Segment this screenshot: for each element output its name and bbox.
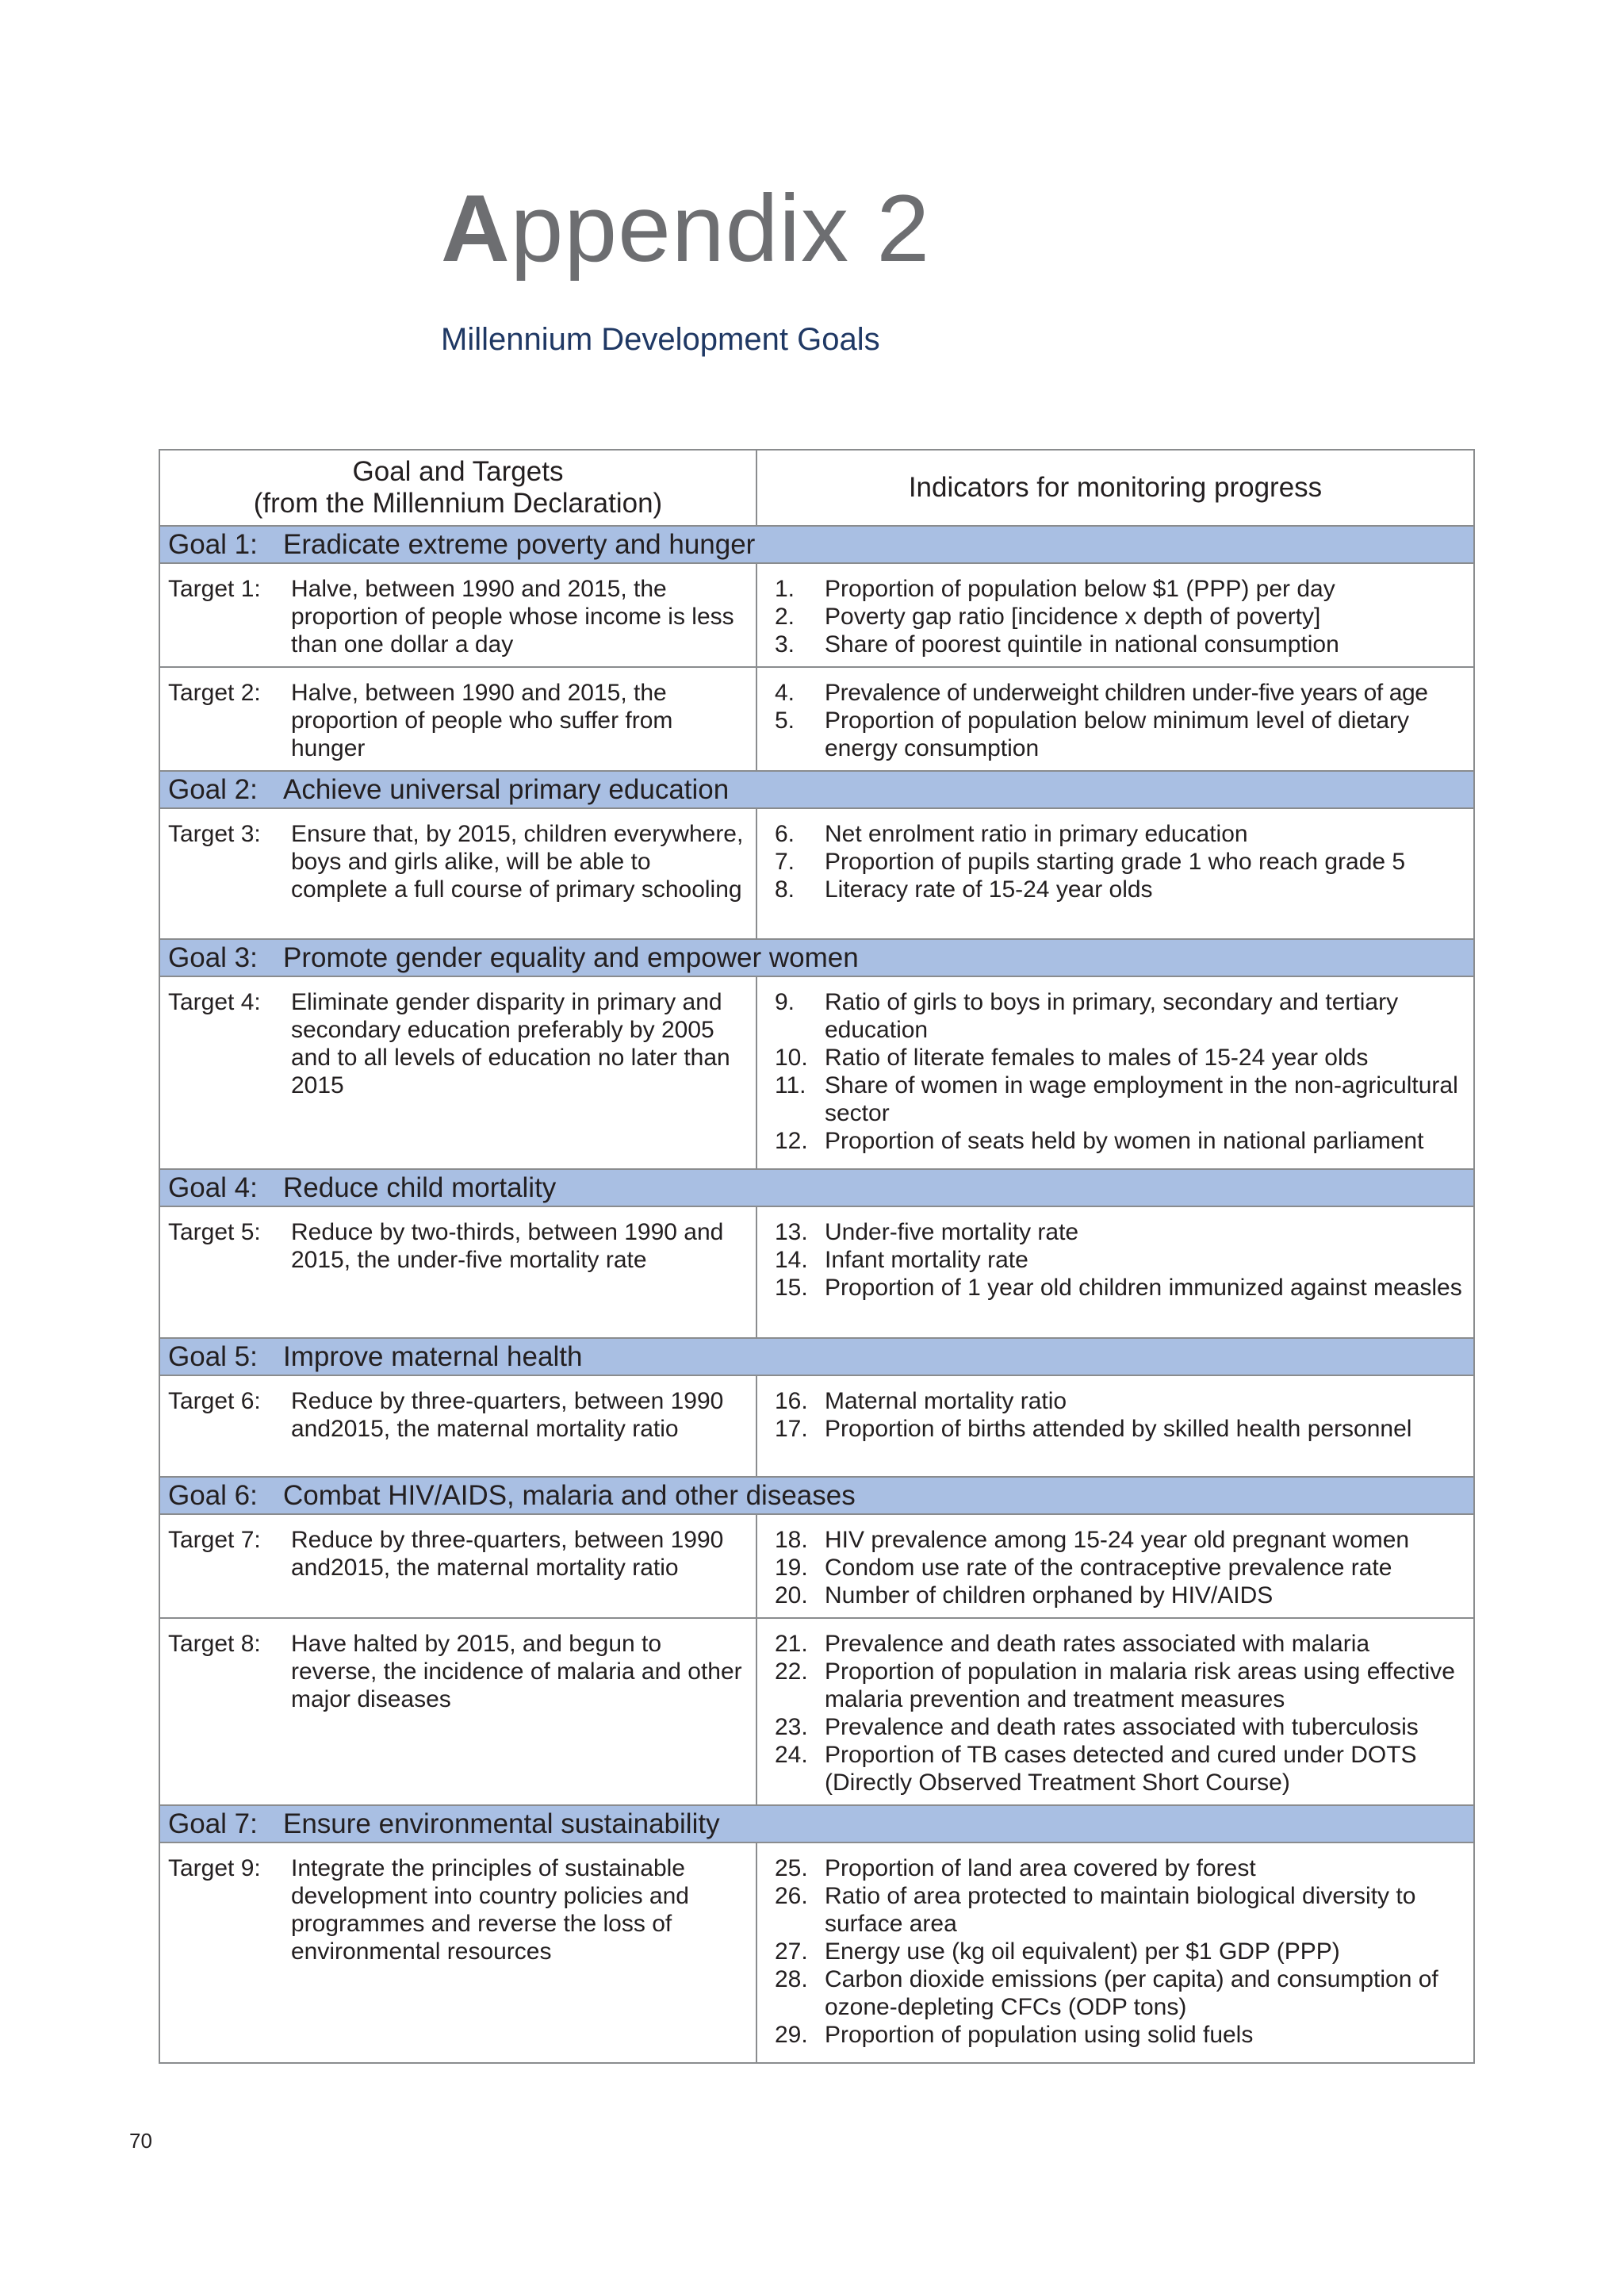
- indicator-number: 8.: [775, 876, 795, 903]
- indicator-number: 24.: [775, 1742, 808, 1768]
- indicator-item: [775, 1882, 1473, 1938]
- title-initial: A: [441, 175, 511, 282]
- indicator-number: 7.: [775, 849, 795, 875]
- target-text: Reduce by three-quarters, between 1990 and2015, the maternal mortality ratio: [291, 1388, 724, 1442]
- goal-cell: [159, 526, 1474, 563]
- goal-cell: [159, 771, 1474, 808]
- indicator-number: 9.: [775, 989, 795, 1015]
- indicator-text: Ratio of literate females to males of 15-24 year olds: [825, 1045, 1369, 1071]
- target-text: Eliminate gender disparity in primary and secondary education preferably by 2005 and to all levels of education no later than 2015: [291, 989, 730, 1099]
- indicator-item: [775, 848, 1473, 876]
- goal-row: [159, 939, 1474, 976]
- goal-title: Achieve universal primary education: [283, 774, 730, 805]
- indicator-cell: [756, 976, 1474, 1169]
- target-text: Halve, between 1990 and 2015, the proportion of people whose income is less than one dollar a day: [291, 576, 734, 658]
- target-label: Target 8:: [168, 1631, 261, 1657]
- target-cell: [159, 1618, 756, 1805]
- indicator-text: Number of children orphaned by HIV/AIDS: [825, 1582, 1274, 1609]
- indicator-number: 16.: [775, 1388, 808, 1414]
- indicator-item: [775, 988, 1473, 1044]
- indicator-number: 29.: [775, 2022, 808, 2048]
- target-text: Halve, between 1990 and 2015, the proportion of people who suffer from hunger: [291, 680, 673, 761]
- indicator-text: Net enrolment ratio in primary education: [825, 821, 1248, 847]
- indicator-item: [775, 1965, 1473, 2021]
- indicator-text: Infant mortality rate: [825, 1247, 1028, 1273]
- indicator-item: [775, 1630, 1473, 1658]
- target-text: Integrate the principles of sustainable development into country policies and programmes and reverse the loss of environmental resources: [291, 1855, 689, 1965]
- goal-label: Goal 4:: [168, 1172, 258, 1203]
- indicator-cell: [756, 667, 1474, 771]
- indicator-number: 10.: [775, 1045, 808, 1071]
- indicator-text: Ratio of area protected to maintain biological diversity to surface area: [825, 1883, 1416, 1937]
- indicator-text: Proportion of seats held by women in national parliament: [825, 1128, 1424, 1154]
- target-row: [159, 563, 1474, 667]
- goal-cell: [159, 1805, 1474, 1842]
- indicator-number: 13.: [775, 1219, 808, 1245]
- indicator-cell: [756, 1206, 1474, 1338]
- target-cell: [159, 563, 756, 667]
- goal-label: Goal 1:: [168, 529, 258, 560]
- indicator-number: 19.: [775, 1555, 808, 1581]
- indicator-item: [775, 1044, 1473, 1072]
- indicator-number: 11.: [775, 1072, 806, 1099]
- target-label: Target 6:: [168, 1388, 261, 1414]
- target-row: [159, 808, 1474, 939]
- indicator-item: [775, 1554, 1473, 1582]
- goal-row: [159, 1805, 1474, 1842]
- target-cell: [159, 808, 756, 939]
- indicator-text: Proportion of population below minimum level of dietary energy consumption: [825, 707, 1410, 761]
- goal-row: [159, 1169, 1474, 1206]
- indicator-text: Literacy rate of 15-24 year olds: [825, 876, 1153, 903]
- indicator-text: Proportion of land area covered by forest: [825, 1855, 1256, 1881]
- indicator-text: Proportion of pupils starting grade 1 who reach grade 5: [825, 849, 1406, 875]
- indicator-item: [775, 575, 1473, 603]
- indicator-number: 17.: [775, 1416, 808, 1442]
- page-number: 70: [129, 2129, 152, 2153]
- target-cell: [159, 1375, 756, 1477]
- goal-label: Goal 5:: [168, 1341, 258, 1372]
- indicator-text: HIV prevalence among 15-24 year old pregnant women: [825, 1527, 1410, 1553]
- indicator-text: Proportion of 1 year old children immunized against measles: [825, 1275, 1462, 1301]
- page-subtitle: Millennium Development Goals: [441, 322, 880, 357]
- indicator-text: Prevalence and death rates associated with tuberculosis: [825, 1714, 1419, 1740]
- goal-row: [159, 526, 1474, 563]
- indicator-item: [775, 1741, 1473, 1796]
- target-label: Target 1:: [168, 576, 261, 602]
- indicator-text: Maternal mortality ratio: [825, 1388, 1067, 1414]
- goal-label: Goal 3:: [168, 942, 258, 973]
- indicator-number: 3.: [775, 631, 795, 658]
- goal-row: [159, 771, 1474, 808]
- goal-title: Eradicate extreme poverty and hunger: [283, 529, 756, 560]
- indicator-number: 25.: [775, 1855, 808, 1881]
- indicator-number: 6.: [775, 821, 795, 847]
- target-row: [159, 976, 1474, 1169]
- indicator-number: 23.: [775, 1714, 808, 1740]
- indicator-item: [775, 679, 1473, 707]
- header-goals-targets: [159, 450, 756, 526]
- indicator-number: 5.: [775, 707, 795, 734]
- indicator-number: 18.: [775, 1527, 808, 1553]
- indicator-item: [775, 1526, 1473, 1554]
- target-label: Target 9:: [168, 1855, 261, 1881]
- goal-cell: [159, 1338, 1474, 1375]
- indicator-number: 12.: [775, 1128, 808, 1154]
- target-label: Target 5:: [168, 1219, 261, 1245]
- indicator-item: [775, 1218, 1473, 1246]
- indicator-text: Proportion of population below $1 (PPP) per day: [825, 576, 1335, 602]
- indicator-item: [775, 1713, 1473, 1741]
- indicator-text: Prevalence and death rates associated with malaria: [825, 1631, 1370, 1657]
- target-row: [159, 1514, 1474, 1618]
- indicator-item: [775, 2021, 1473, 2049]
- target-text: Reduce by three-quarters, between 1990 and2015, the maternal mortality ratio: [291, 1527, 724, 1581]
- target-label: Target 7:: [168, 1527, 261, 1553]
- goal-cell: [159, 1169, 1474, 1206]
- target-row: [159, 1206, 1474, 1338]
- target-cell: [159, 1514, 756, 1618]
- header-left-line2: (from the Millennium Declaration): [253, 488, 663, 519]
- target-cell: [159, 976, 756, 1169]
- indicator-item: [775, 1274, 1473, 1302]
- indicator-item: [775, 876, 1473, 903]
- indicator-text: Proportion of births attended by skilled health personnel: [825, 1416, 1412, 1442]
- indicator-item: [775, 1246, 1473, 1274]
- indicator-item: [775, 1127, 1473, 1155]
- indicator-cell: [756, 1618, 1474, 1805]
- indicator-item: [775, 1387, 1473, 1415]
- target-cell: [159, 1842, 756, 2063]
- indicator-item: [775, 1415, 1473, 1443]
- indicator-text: Energy use (kg oil equivalent) per $1 GDP (PPP): [825, 1938, 1340, 1965]
- indicator-text: Poverty gap ratio [incidence x depth of poverty]: [825, 604, 1321, 630]
- indicator-item: [775, 1854, 1473, 1882]
- indicator-number: 14.: [775, 1247, 808, 1273]
- indicator-number: 26.: [775, 1883, 808, 1909]
- indicator-number: 1.: [775, 576, 795, 602]
- goal-title: Improve maternal health: [283, 1341, 583, 1372]
- indicator-text: Proportion of population in malaria risk areas using effective malaria prevention and treatment measures: [825, 1658, 1455, 1712]
- target-text: Reduce by two-thirds, between 1990 and 2015, the under-five mortality rate: [291, 1219, 724, 1273]
- indicator-item: [775, 1582, 1473, 1609]
- indicator-cell: [756, 808, 1474, 939]
- goal-label: Goal 7:: [168, 1808, 258, 1839]
- indicator-text: Condom use rate of the contraceptive prevalence rate: [825, 1555, 1392, 1581]
- indicator-number: 21.: [775, 1631, 808, 1657]
- indicator-text: Ratio of girls to boys in primary, secondary and tertiary education: [825, 989, 1399, 1043]
- goal-title: Ensure environmental sustainability: [283, 1808, 720, 1839]
- indicator-number: 22.: [775, 1658, 808, 1685]
- goal-title: Combat HIV/AIDS, malaria and other diseases: [283, 1480, 856, 1511]
- indicator-text: Proportion of TB cases detected and cured under DOTS (Directly Observed Treatment Short Course): [825, 1742, 1417, 1796]
- indicator-item: [775, 1658, 1473, 1713]
- indicator-number: 4.: [775, 680, 795, 706]
- indicator-item: [775, 603, 1473, 631]
- target-text: Have halted by 2015, and begun to reverse, the incidence of malaria and other major diseases: [291, 1631, 742, 1712]
- indicator-item: [775, 820, 1473, 848]
- indicator-cell: [756, 1842, 1474, 2063]
- indicator-text: Share of women in wage employment in the non-agricultural sector: [825, 1072, 1458, 1126]
- indicator-text: Share of poorest quintile in national consumption: [825, 631, 1339, 658]
- indicator-item: [775, 1938, 1473, 1965]
- target-cell: [159, 1206, 756, 1338]
- target-row: [159, 1842, 1474, 2063]
- goal-label: Goal 2:: [168, 774, 258, 805]
- indicator-number: 28.: [775, 1966, 808, 1992]
- goal-row: [159, 1338, 1474, 1375]
- indicator-number: 15.: [775, 1275, 808, 1301]
- indicator-cell: [756, 563, 1474, 667]
- indicator-item: [775, 631, 1473, 658]
- indicator-number: 20.: [775, 1582, 808, 1609]
- target-label: Target 4:: [168, 989, 261, 1015]
- page-title: [441, 173, 930, 284]
- target-label: Target 3:: [168, 821, 261, 847]
- target-label: Target 2:: [168, 680, 261, 706]
- target-text: Ensure that, by 2015, children everywhere, boys and girls alike, will be able to complete a full course of primary schooling: [291, 821, 744, 903]
- indicator-number: 27.: [775, 1938, 808, 1965]
- header-indicators: Indicators for monitoring progress: [756, 450, 1474, 526]
- indicator-item: [775, 1072, 1473, 1127]
- title-rest: ppendix 2: [510, 175, 931, 282]
- header-left-line1: Goal and Targets: [352, 456, 564, 487]
- target-row: [159, 1375, 1474, 1477]
- indicator-cell: [756, 1375, 1474, 1477]
- indicator-text: Under-five mortality rate: [825, 1219, 1079, 1245]
- goal-title: Reduce child mortality: [283, 1172, 557, 1203]
- goal-row: [159, 1477, 1474, 1514]
- goal-cell: [159, 1477, 1474, 1514]
- indicator-number: 2.: [775, 604, 795, 630]
- mdg-table: [159, 449, 1475, 2064]
- target-cell: [159, 667, 756, 771]
- indicator-item: [775, 707, 1473, 762]
- indicator-text: Carbon dioxide emissions (per capita) and consumption of ozone-depleting CFCs (ODP tons): [825, 1966, 1438, 2020]
- goal-title: Promote gender equality and empower women: [283, 942, 859, 973]
- target-row: [159, 1618, 1474, 1805]
- target-row: [159, 667, 1474, 771]
- goal-cell: [159, 939, 1474, 976]
- indicator-text: Proportion of population using solid fuels: [825, 2022, 1254, 2048]
- indicator-text: Prevalence of underweight children under-five years of age: [825, 680, 1428, 706]
- table-header-row: [159, 450, 1474, 526]
- indicator-cell: [756, 1514, 1474, 1618]
- goal-label: Goal 6:: [168, 1480, 258, 1511]
